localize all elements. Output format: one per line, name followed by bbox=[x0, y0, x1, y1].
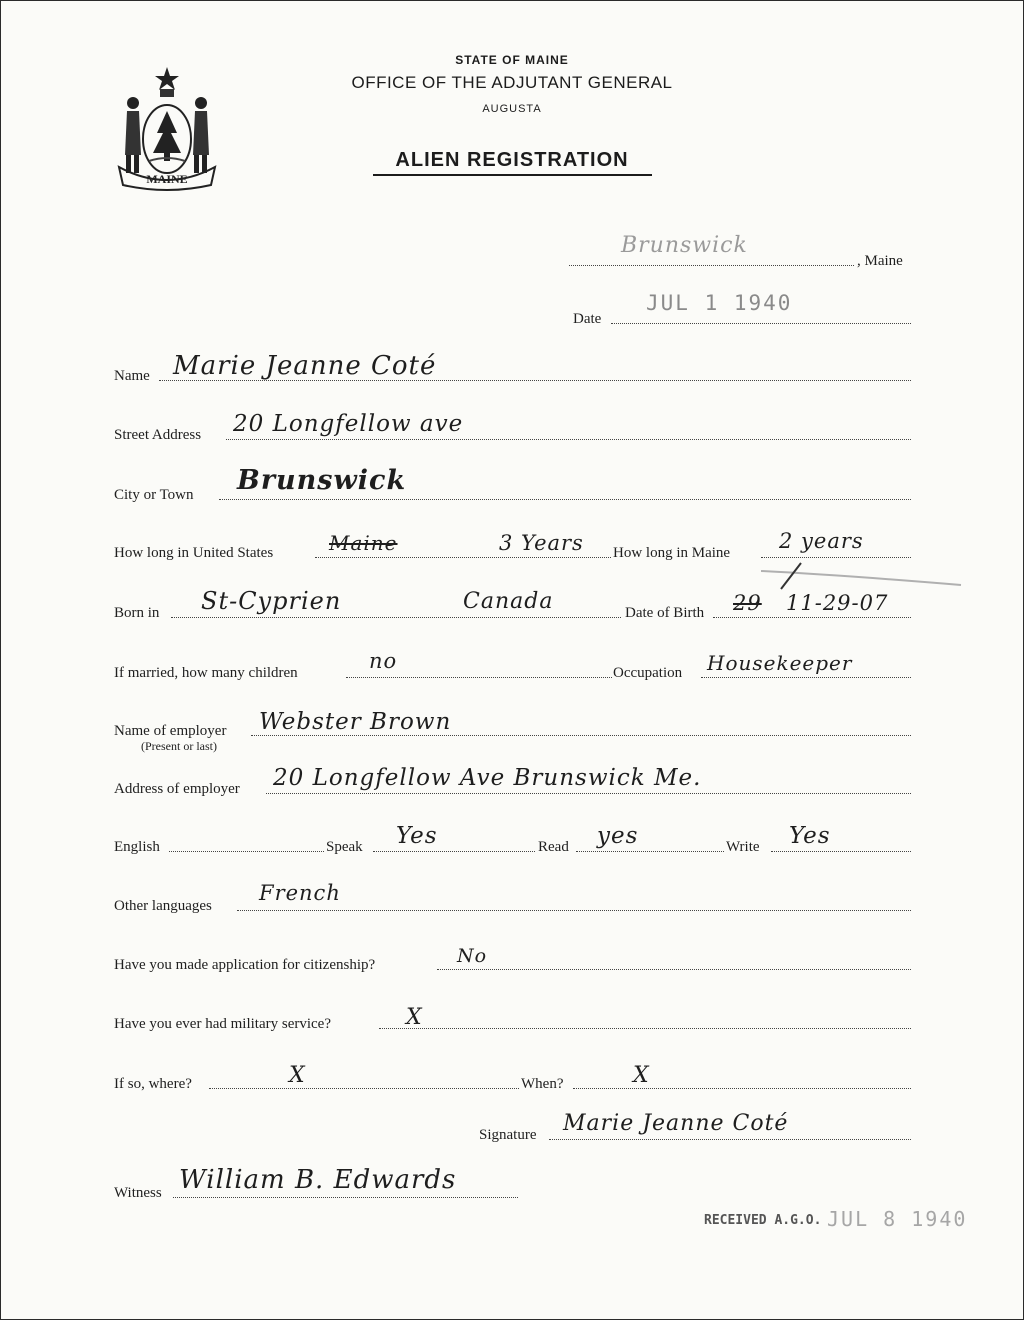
city-label: City or Town bbox=[114, 487, 194, 503]
witness-value: William B. Edwards bbox=[179, 1165, 457, 1195]
children-line bbox=[346, 677, 612, 678]
town-line bbox=[569, 265, 854, 266]
when-line bbox=[573, 1088, 911, 1089]
form-title: ALIEN REGISTRATION bbox=[395, 149, 629, 171]
street-address-value: 20 Longfellow ave bbox=[233, 411, 464, 437]
received-stamp-date: JUL 8 1940 bbox=[827, 1207, 968, 1231]
how-long-us-label: How long in United States bbox=[114, 545, 274, 561]
where-line bbox=[209, 1088, 519, 1089]
speak-label: Speak bbox=[326, 839, 363, 855]
employer-address-value: 20 Longfellow Ave Brunswick Me. bbox=[273, 765, 702, 791]
occupation-value: Housekeeper bbox=[707, 651, 853, 675]
how-long-maine-line bbox=[761, 557, 911, 558]
when-label: When? bbox=[521, 1076, 564, 1092]
city-value: Brunswick bbox=[237, 465, 407, 496]
title-underline bbox=[373, 174, 652, 176]
other-languages-value: French bbox=[259, 881, 341, 905]
street-address-label: Street Address bbox=[114, 427, 202, 443]
witness-line bbox=[173, 1197, 518, 1198]
citizenship-line bbox=[437, 969, 911, 970]
when-value: X bbox=[633, 1063, 650, 1088]
pencil-mark-icon bbox=[761, 561, 971, 591]
speak-line bbox=[373, 851, 535, 852]
date-of-birth-label: Date of Birth bbox=[625, 605, 705, 621]
born-in-line bbox=[171, 617, 621, 618]
read-label: Read bbox=[538, 839, 569, 855]
how-long-us-struck: Maine bbox=[329, 531, 398, 555]
other-languages-line bbox=[237, 910, 911, 911]
signature-label: Signature bbox=[479, 1127, 537, 1143]
name-value: Marie Jeanne Coté bbox=[173, 351, 437, 381]
signature-line bbox=[549, 1139, 911, 1140]
date-line bbox=[611, 323, 911, 324]
citizenship-value: No bbox=[457, 945, 488, 967]
date-of-birth-line bbox=[713, 617, 911, 618]
english-label: English bbox=[114, 839, 160, 855]
occupation-line bbox=[701, 677, 911, 678]
town-value: Brunswick bbox=[621, 233, 748, 258]
how-long-us-line bbox=[315, 557, 611, 558]
name-label: Name bbox=[114, 368, 150, 384]
employer-name-value: Webster Brown bbox=[259, 709, 452, 735]
speak-value: Yes bbox=[396, 823, 438, 849]
seal-text: MAINE bbox=[146, 172, 188, 186]
read-value: yes bbox=[597, 823, 639, 849]
city-line bbox=[219, 499, 911, 500]
received-stamp-label: RECEIVED A.G.O. bbox=[704, 1213, 822, 1228]
children-label: If married, how many children bbox=[114, 665, 298, 681]
office-heading: OFFICE OF THE ADJUTANT GENERAL bbox=[351, 73, 673, 92]
street-address-line bbox=[226, 439, 911, 440]
write-value: Yes bbox=[789, 823, 831, 849]
where-value: X bbox=[289, 1063, 306, 1088]
employer-address-line bbox=[266, 793, 911, 794]
read-line bbox=[576, 851, 724, 852]
date-label: Date bbox=[573, 311, 602, 327]
occupation-label: Occupation bbox=[613, 665, 683, 681]
employer-name-label: Name of employer bbox=[114, 723, 227, 739]
born-in-country-value: Canada bbox=[463, 589, 554, 614]
english-line bbox=[169, 851, 324, 852]
date-stamp: JUL 1 1940 bbox=[646, 291, 793, 315]
state-heading: STATE OF MAINE bbox=[455, 53, 569, 67]
military-line bbox=[379, 1028, 911, 1029]
date-of-birth-value: 11-29-07 bbox=[786, 591, 889, 615]
maine-label: , Maine bbox=[857, 253, 903, 269]
employer-address-label: Address of employer bbox=[114, 781, 240, 797]
write-label: Write bbox=[726, 839, 760, 855]
witness-label: Witness bbox=[114, 1185, 162, 1201]
military-value: X bbox=[406, 1005, 423, 1030]
where-label: If so, where? bbox=[114, 1076, 192, 1092]
born-in-place-value: St-Cyprien bbox=[201, 587, 342, 615]
how-long-maine-label: How long in Maine bbox=[613, 545, 731, 561]
signature-value: Marie Jeanne Coté bbox=[563, 1111, 789, 1136]
write-line bbox=[771, 851, 911, 852]
city-heading: AUGUSTA bbox=[482, 103, 542, 115]
born-in-label: Born in bbox=[114, 605, 160, 621]
how-long-us-value: 3 Years bbox=[499, 531, 584, 555]
children-value: no bbox=[369, 649, 398, 673]
military-label: Have you ever had military service? bbox=[114, 1016, 331, 1032]
employer-note: (Present or last) bbox=[141, 739, 217, 753]
citizenship-label: Have you made application for citizenship? bbox=[114, 957, 376, 973]
employer-name-line bbox=[251, 735, 911, 736]
other-languages-label: Other languages bbox=[114, 898, 212, 914]
dob-struck: 29 bbox=[733, 591, 762, 615]
how-long-maine-value: 2 years bbox=[779, 529, 864, 553]
